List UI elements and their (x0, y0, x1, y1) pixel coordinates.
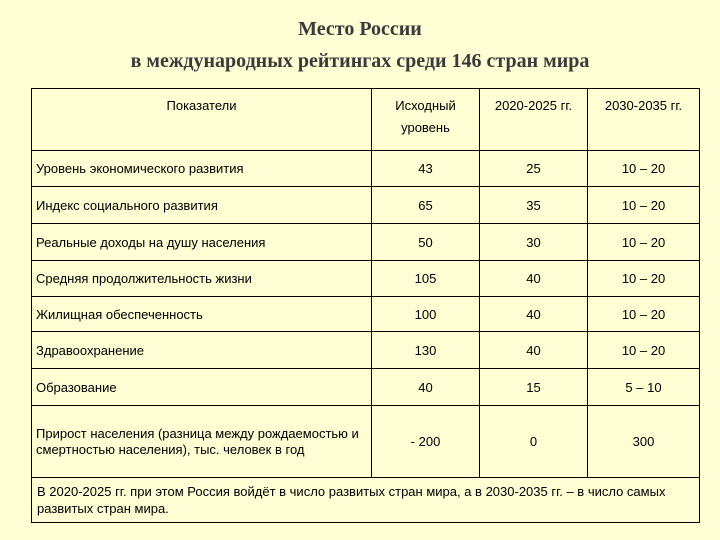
row-2020-2025: 35 (480, 187, 588, 224)
row-label: Средняя продолжительность жизни (32, 261, 372, 297)
row-2030-2035: 5 – 10 (588, 369, 700, 406)
row-2030-2035: 10 – 20 (588, 151, 700, 187)
row-2020-2025: 0 (480, 406, 588, 478)
row-label: Уровень экономического развития (32, 151, 372, 187)
page-title: Место России (298, 18, 422, 40)
table-header-row (32, 89, 700, 151)
row-2020-2025: 30 (480, 224, 588, 261)
table-row (32, 261, 700, 297)
row-baseline: 43 (372, 151, 480, 187)
row-2030-2035: 300 (588, 406, 700, 478)
table-row (32, 406, 700, 478)
header-2020-2025: 2020-2025 гг. (480, 89, 588, 151)
page-subtitle: в международных рейтингах среди 146 стран мира (130, 50, 590, 72)
row-baseline: 65 (372, 187, 480, 224)
row-label: Образование (32, 369, 372, 406)
row-baseline: - 200 (372, 406, 480, 478)
table-row (32, 369, 700, 406)
table-row (32, 297, 700, 332)
row-baseline: 40 (372, 369, 480, 406)
table-row (32, 151, 700, 187)
row-baseline: 130 (372, 332, 480, 369)
row-2020-2025: 40 (480, 332, 588, 369)
row-baseline: 105 (372, 261, 480, 297)
header-indicators: Показатели (32, 89, 372, 151)
row-2030-2035: 10 – 20 (588, 187, 700, 224)
header-2030-2035: 2030-2035 гг. (588, 89, 700, 151)
table-row (32, 224, 700, 261)
row-label: Реальные доходы на душу населения (32, 224, 372, 261)
table-note: В 2020-2025 гг. при этом Россия войдёт в число развитых стран мира, а в 2030-2035 гг. – в число самых развитых стран мира. (32, 478, 700, 523)
row-2030-2035: 10 – 20 (588, 332, 700, 369)
header-baseline: Исходный уровень (372, 89, 480, 151)
row-2020-2025: 15 (480, 369, 588, 406)
row-2020-2025: 40 (480, 297, 588, 332)
row-2030-2035: 10 – 20 (588, 297, 700, 332)
table-note-row (32, 478, 700, 523)
row-label: Индекс социального развития (32, 187, 372, 224)
table-row (32, 187, 700, 224)
row-baseline: 50 (372, 224, 480, 261)
row-baseline: 100 (372, 297, 480, 332)
row-2030-2035: 10 – 20 (588, 261, 700, 297)
table-row (32, 332, 700, 369)
row-label: Здравоохранение (32, 332, 372, 369)
row-2020-2025: 25 (480, 151, 588, 187)
row-label: Жилищная обеспеченность (32, 297, 372, 332)
row-2020-2025: 40 (480, 261, 588, 297)
row-2030-2035: 10 – 20 (588, 224, 700, 261)
row-label: Прирост населения (разница между рождаемостью и смертностью населения), тыс. человек в год (32, 406, 372, 478)
rankings-table (31, 88, 700, 523)
